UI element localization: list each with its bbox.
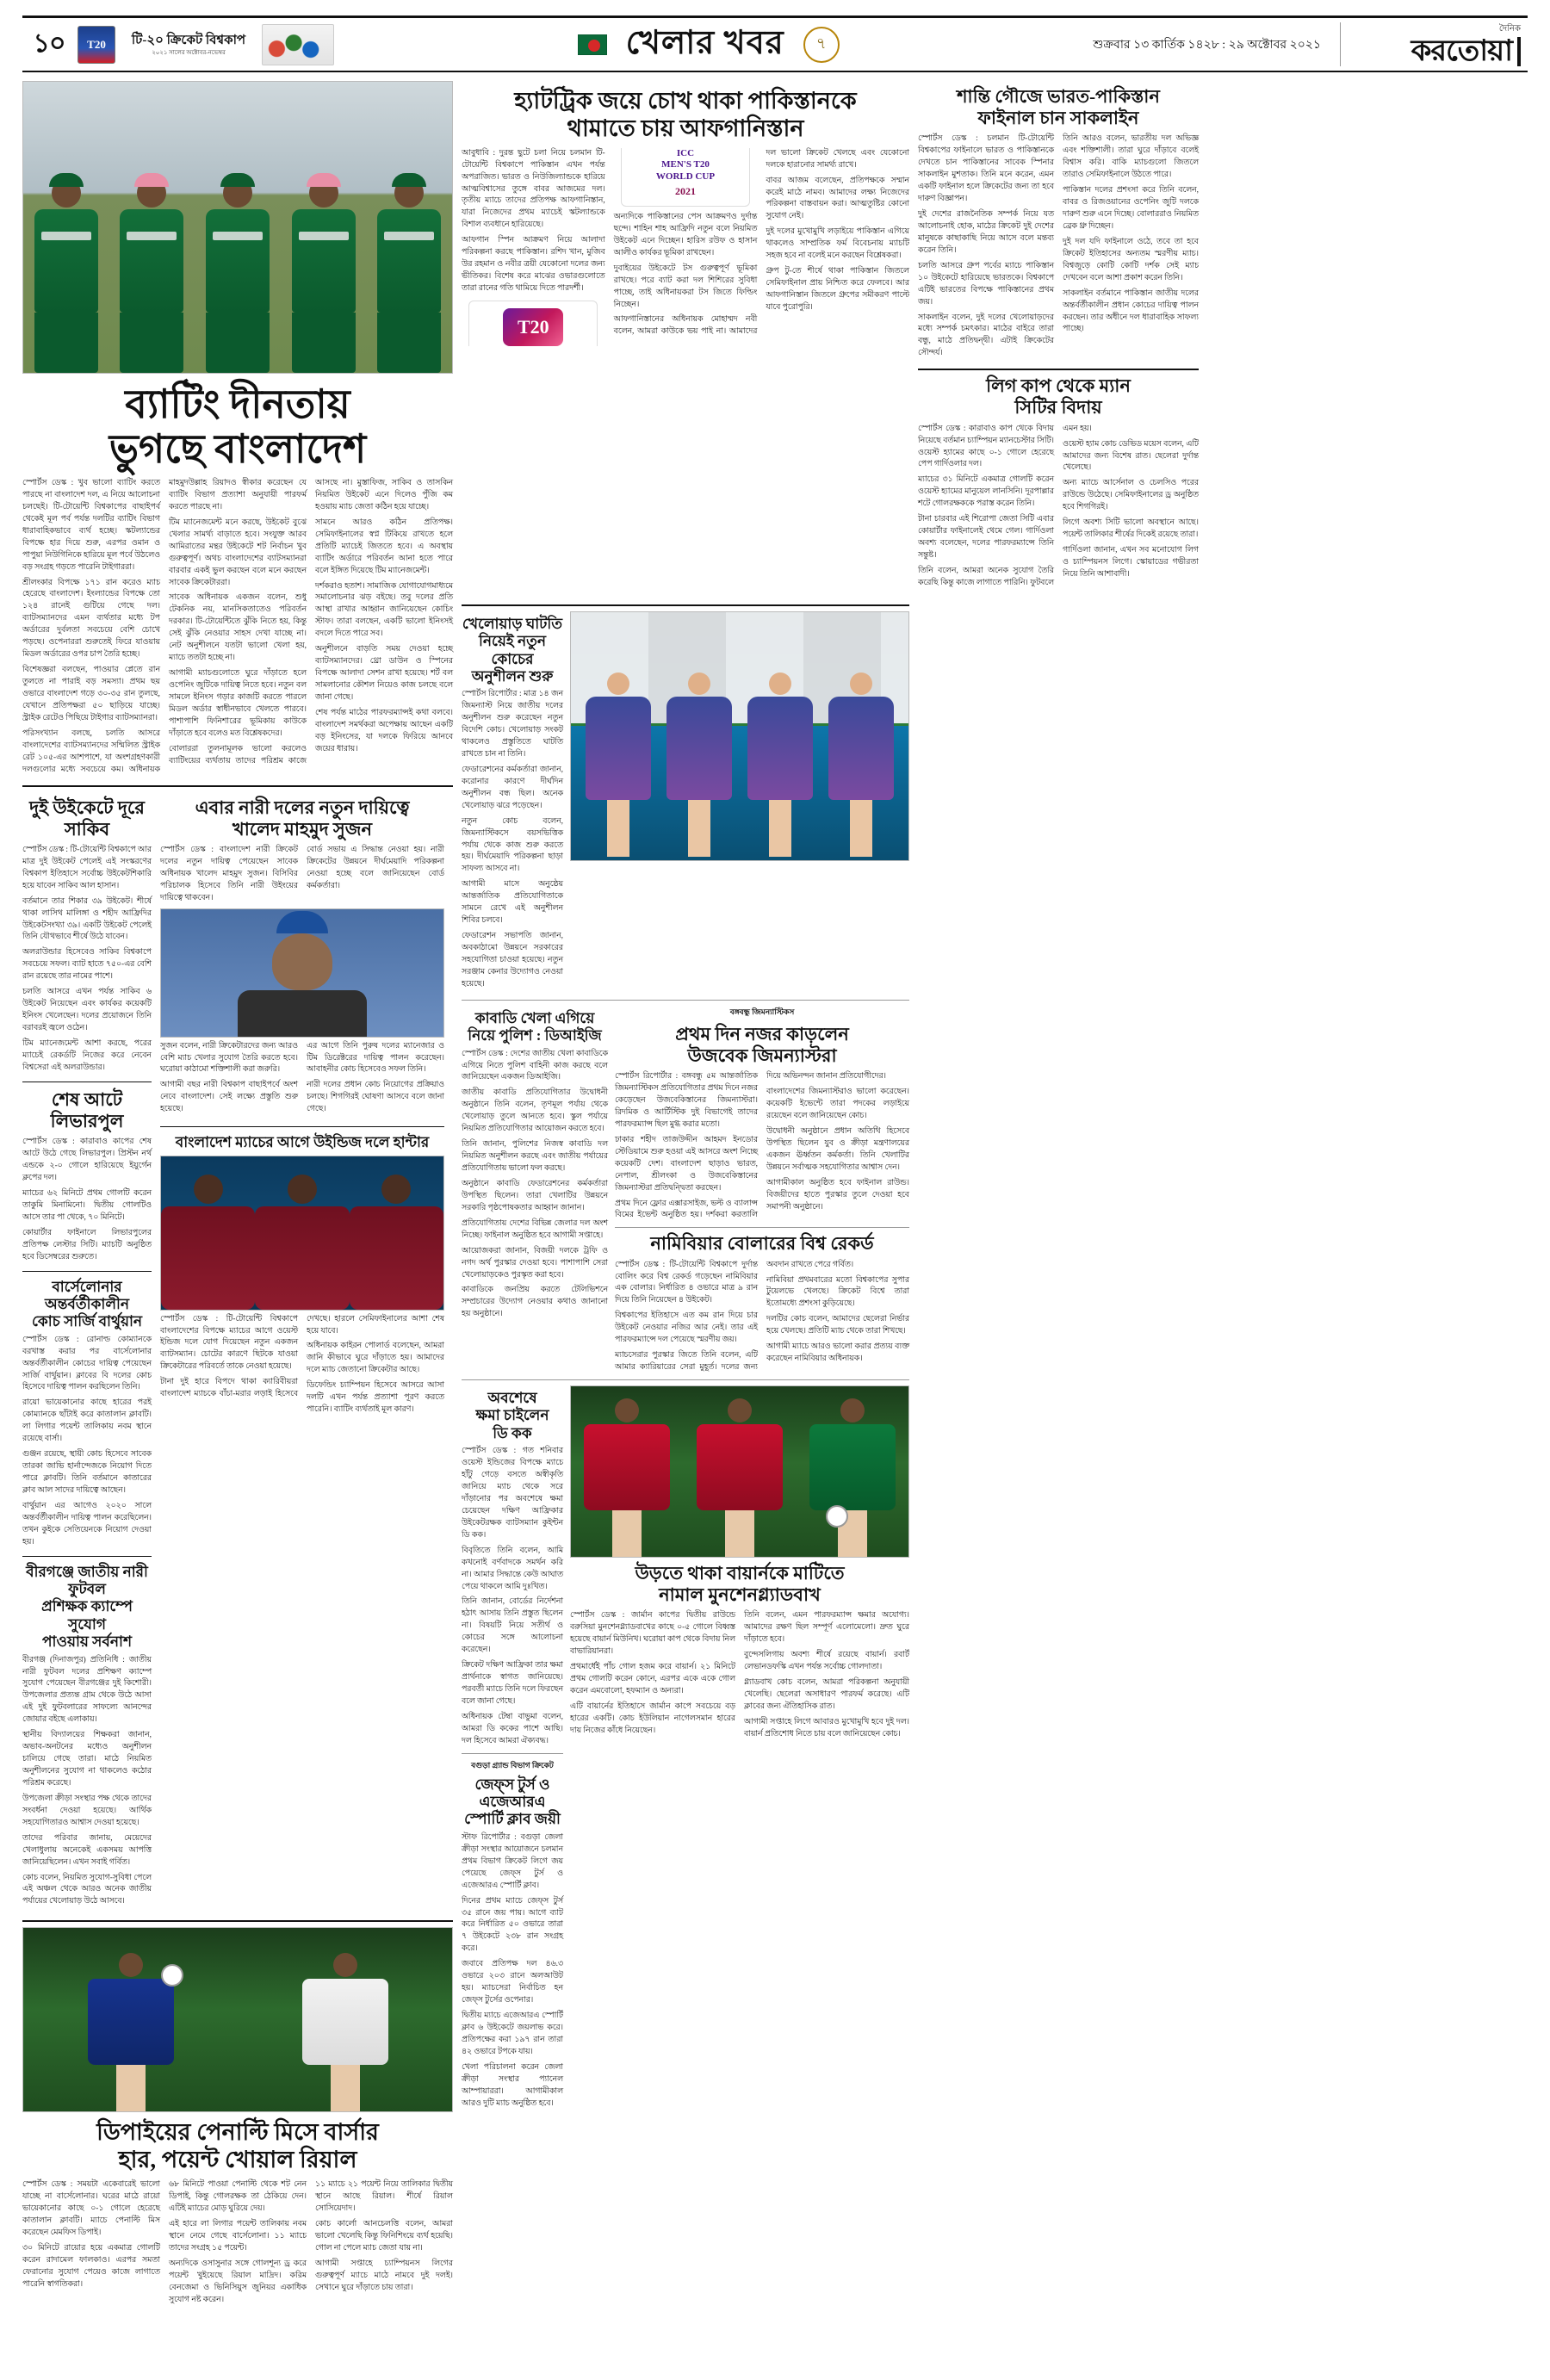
lead-para: বোলাররা তুলনামূলক ভালো করলেও ব্যাটিংয়ের ব্যর্থতায় তাদের পরিশ্রম কাজে আসছে না। মুস্তাফিজ, সাকিব ও তাসকিন নিয়মিত উইকেট এনে দিলেও পুঁজি কম হওয়ায় ম্যাচ জেতা কঠিন হয়ে যাচ্ছে। — [169, 479, 453, 765]
masthead-left-label — [124, 33, 253, 57]
gym-photo-athlete — [828, 672, 894, 857]
wi-body — [160, 1314, 444, 1417]
bayern-para: তিনি বলেন, এমন পারফরম্যান্স ক্ষমার অযোগ্য। আমাদের রক্ষণ ছিল সম্পূর্ণ এলোমেলো। দ্রুত ঘুরে দাঁড়াতে হবে। — [744, 1611, 909, 1645]
kabadi-article — [462, 1006, 608, 1374]
manchester-para: ওয়েস্ট হ্যাম কোচ ডেভিড ময়েস বলেন, এটি আমাদের জন্য বিশেষ রাত। ছেলেরা দুর্দান্ত খেলেছে। — [1063, 439, 1199, 473]
gym-photo-athletes — [571, 663, 908, 857]
gym-firstday-headline-line1: প্রথম দিন নজর কাড়লেন — [675, 1023, 849, 1044]
liverpool-para: কোয়ার্টার ফাইনালে লিভারপুলের প্রতিপক্ষ লেস্টার সিটি। ম্যাচটি অনুষ্ঠিত হবে ডিসেম্বরের শুরুতে। — [22, 1228, 152, 1261]
namibia-para: বিশ্বকাপের ইতিহাসে এত কম রান দিয়ে চার উইকেট নেওয়ার নজির আর নেই। তার এই পারফরম্যান্সে দল পেয়েছে স্মরণীয় জয়। — [615, 1311, 758, 1345]
khaled-body-bottom — [160, 1041, 444, 1120]
wi-para: ডিফেন্ডিং চ্যাম্পিয়ন হিসেবে আসরে আসা দলটি এখন পর্যন্ত প্রত্যাশা পূরণ করতে পারেনি। ব্যাটিং ব্যর্থতাই মূল কারণ। — [307, 1381, 444, 1415]
khaled-headline-line2: খালেদ মাহমুদ সুজন — [232, 818, 373, 840]
namibia-headline: নামিবিয়ার বোলারের বিশ্ব রেকর্ড — [650, 1233, 874, 1255]
jeffs-kicker: বগুড়া গ্র্যান্ড বিভাগ ক্রিকেট — [471, 1760, 554, 1770]
depay-headline-line1: ডিপাইয়ের পেনাল্টি মিসে বার্সার — [96, 2119, 379, 2146]
afghan-headline — [462, 88, 909, 143]
paper-logo-big: করতোয়া — [1410, 35, 1512, 67]
bayern-photo-figure — [697, 1398, 783, 1557]
bayern-para: প্রথমার্ধেই পাঁচ গোল হজম করে বায়ার্ন। ২১ মিনিটে প্রথম গোলটি করেন কোনে, এরপর একে একে গোল করেন এমবোলো, হফম্যান ও অন্যরা। — [570, 1663, 735, 1696]
gymnastics-photo — [570, 611, 909, 861]
gym-photo-athlete — [586, 672, 651, 857]
kabadi-para: আয়োজকরা জানান, বিজয়ী দলকে ট্রফি ও নগদ অর্থ পুরস্কার দেওয়া হবে। পাশাপাশি সেরা খেলোয়াড়কেও পুরস্কৃত করা হবে। — [462, 1246, 608, 1280]
gym-coach-headline-line1: খেলোয়াড় ঘাটতি — [462, 615, 563, 632]
bayern-para: গ্ল্যাডবাখ কোচ বলেন, আমরা পরিকল্পনা অনুযায়ী খেলেছি। ছেলেরা অসাধারণ পারফর্ম করেছে। এটি ক্লাবের জন্য ঐতিহাসিক রাত। — [744, 1678, 909, 1711]
barca-headline-line3: কোচ সার্জি বার্থুয়ান — [31, 1313, 143, 1330]
lead-para: শেষ পর্যন্ত মাঠের পারফরম্যান্সই কথা বলবে। বাংলাদেশ সমর্থকরা অপেক্ষায় আছেন একটি বড় ইনিংসের, যা দলকে ফিরিয়ে আনবে জয়ের ধারায়। — [315, 708, 453, 753]
sakib-para: স্পোর্টস ডেস্ক : টি-টোয়েন্টি বিশ্বকাপে আর মাত্র দুই উইকেট পেলেই এই সংস্করণের বিশ্বকাপ ইতিহাসে সর্বোচ্চ উইকেটশিকারি হয়ে যাবেন সাকিব আল হাসান। — [22, 845, 152, 890]
seal-icon: ৭ — [803, 27, 840, 63]
bayern-photo-figure — [809, 1398, 896, 1557]
gym-coach-headline-line2: নিয়েই নতুন কোচের — [479, 633, 546, 667]
female-coach-para: তাদের পরিবার জানায়, মেয়েদের খেলাধুলায় অনেকেই একসময় আপত্তি জানিয়েছিলেন। এখন সবাই গর্বিত। — [22, 1833, 152, 1867]
depay-para: ৩০ মিনিটে রায়োর হয়ে একমাত্র গোলটি করেন রাদামেল ফালকাও। এরপর সমতা ফেরানোর সুযোগ পেয়েও কাজে লাগাতে পারেনি স্বাগতিকরা। — [22, 2243, 160, 2289]
lead-headline-line2: ভুগছে বাংলাদেশ — [108, 426, 367, 471]
wi-para: স্পোর্টস ডেস্ক : টি-টোয়েন্টি বিশ্বকাপে বাংলাদেশের বিপক্ষে ম্যাচের আগে ওয়েস্ট ইন্ডিজ দলে যোগ দিয়েছেন নতুন একজন ব্যাটসম্যান। চোটের কারণে ছিটকে যাওয়া ক্রিকেটারের পরিবর্তে তাকে নেওয়া হয়েছে। — [160, 1314, 298, 1372]
afghan-para: দুবাইয়ের উইকেটে টস গুরুত্বপূর্ণ ভূমিকা রাখছে। পরে ব্যাট করা দল শিশিরের সুবিধা পাচ্ছে, তাই অধিনায়করা টস জিতে ফিল্ডিং নিচ্ছেন। — [613, 263, 758, 309]
photo-player — [377, 178, 441, 373]
gym-coach-para: নতুন কোচ বলেন, জিমন্যাস্টিকসে বয়সভিত্তিক পর্যায় থেকে কাজ শুরু করতে হয়। দীর্ঘমেয়াদি পরিকল্পনা ছাড়া সাফল্য আসবে না। — [462, 816, 563, 874]
khaled-photo — [160, 908, 444, 1038]
bayern-para: এটি বায়ার্নের ইতিহাসে জার্মান কাপে সবচেয়ে বড় হারের একটি। কোচ ইউলিয়ান নাগেলসমান হারের দায় নিজের কাঁধে নিয়েছেন। — [570, 1701, 735, 1735]
masthead-title-wrap — [343, 17, 1074, 72]
depay-para: স্পোর্টস ডেস্ক : সময়টা একেবারেই ভালো যাচ্ছে না বার্সেলোনার। ঘরের মাঠে রায়ো ভায়েকানোর কাছে ০-১ গোলে হেরেছে কাতালান ক্লাবটি। ম্যাচে পেনাল্টি মিস করেছেন মেমফিস ডিপাই। — [22, 2180, 160, 2237]
column-right — [918, 81, 1199, 2306]
divider — [22, 1920, 453, 1922]
khaled-article — [160, 792, 444, 1912]
female-coach-para: স্থানীয় বিদ্যালয়ের শিক্ষকরা জানান, অভাব-অনটনের মধ্যেও অনুশীলন চালিয়ে গেছে তারা। মাঠে নিয়মিত অনুশীলনের সুযোগ না থাকলেও কঠোর পরিশ্রম করেছে। — [22, 1731, 152, 1788]
lead-para: বিশেষজ্ঞরা বলছেন, পাওয়ার প্লেতে রান তুলতে না পারাই বড় সমস্যা। প্রথম ছয় ওভারে বাংলাদেশ গড়ে ৩০-৩৫ রান তুলছে, যেখানে প্রতিপক্ষরা ৫০ ছাড়িয়ে যাচ্ছে। স্ট্রাইক রেটেও পিছিয়ে টাইগার ব্যাটসম্যানরা। — [22, 666, 160, 722]
female-coach-headline-line2: প্রশিক্ষক ক্যাম্পে সুযোগ — [41, 1598, 133, 1633]
divider — [918, 369, 1199, 370]
bayern-body — [570, 1610, 909, 1742]
bangladesh-flag-icon — [578, 34, 607, 55]
dekock-para: বিবৃতিতে তিনি বলেন, আমি কখনোই বর্ণবাদকে সমর্থন করি না। আমার সিদ্ধান্তে কেউ আঘাত পেয়ে থাকলে আমি দুঃখিত। — [462, 1546, 563, 1591]
wi-photo-figure — [350, 1175, 443, 1310]
barca-para: বার্থুয়ান এর আগেও ২০২০ সালে অন্তর্বর্তীকালীন দায়িত্ব পালন করেছিলেন। তখন কুইকে সেতিয়েনকে নিয়োগ দেওয়া হয়। — [22, 1501, 152, 1546]
manchester-para: গার্দিওলা জানান, এখন সব মনোযোগ লিগ ও চ্যাম্পিয়নস লিগে। স্কোয়াডের গভীরতা নিয়ে তিনি আশাবাদী। — [1063, 546, 1199, 579]
lead-para: শ্রীলংকার বিপক্ষে ১৭১ রান করেও ম্যাচ হেরেছে বাংলাদেশ। ইংল্যান্ডের বিপক্ষে তো ১২৪ রানেই গুটিয়ে গেছে দল। ব্যাটসম্যানদের এমন ব্যর্থতার মধ্যে টপ অর্ডারের দুর্বলতা সবচেয়ে বেশি চোখে পড়ছে। ওপেনাররা শুরুতেই ফিরে যাওয়ায় মিডল অর্ডারের ওপর চাপ তৈরি হচ্ছে। — [22, 578, 160, 660]
jeffs-body — [462, 1832, 563, 2110]
liverpool-para: ম্যাচের ৬২ মিনিটে প্রথম গোলটি করেন তাকুমি মিনামিনো। দ্বিতীয় গোলটিও আসে তার পা থেকে, ৭০ মিনিটে। — [22, 1188, 152, 1222]
divider — [22, 1556, 152, 1557]
khaled-para: নারী দলের প্রধান কোচ নিয়োগের প্রক্রিয়াও চলছে। শিগগিরই ঘোষণা আসবে বলে জানা গেছে। — [307, 1081, 444, 1114]
depay-photo-figures — [23, 1947, 452, 2112]
gym-firstday-para: বাংলাদেশের জিমন্যাস্টরাও ভালো করেছেন। কয়েকটি ইভেন্টে তারা পদকের লড়াইয়ে রয়েছেন বলে জানিয়েছেন কোচ। — [766, 1088, 909, 1120]
dekock-headline — [462, 1390, 563, 1442]
wi-photo-figure — [161, 1175, 255, 1310]
gym-firstday-para: উদ্বোধনী অনুষ্ঠানে প্রধান অতিথি হিসেবে উপস্থিত ছিলেন যুব ও ক্রীড়া মন্ত্রণালয়ের একজন ঊর্ধ্বতন কর্মকর্তা। তিনি খেলাটির উন্নয়নে সর্বাত্মক সহযোগিতার আশ্বাস দেন। — [766, 1126, 909, 1172]
wc-line3: WORLD CUP — [655, 171, 716, 183]
khaled-para: বোর্ড সভায় এ সিদ্ধান্ত নেওয়া হয়। নারী ক্রিকেটের উন্নয়নে দীর্ঘমেয়াদি পরিকল্পনা নেওয়া হচ্ছে বলে জানিয়েছেন বোর্ড কর্মকর্তারা। — [307, 845, 444, 890]
wi-para: টানা দুই হারে বিপদে থাকা ক্যারিবীয়রা বাংলাদেশ ম্যাচকে বাঁচা-মরার লড়াই হিসেবে দেখছে। হারলে সেমিফাইনালের আশা শেষ হয়ে যাবে। — [160, 1314, 444, 1399]
afghan-headline-line2: থামাতে চায় আফগানিস্তান — [567, 115, 804, 141]
depay-headline-line2: হার, পয়েন্ট খোয়াল রিয়াল — [118, 2147, 357, 2173]
gym-photo-athlete — [747, 672, 813, 857]
right-top-headline-line1: শান্তি গৌজে ভারত-পাকিস্তান — [957, 86, 1160, 107]
kabadi-para: কাবাডিকে জনপ্রিয় করতে টেলিভিশনে সম্প্রচারের উদ্যোগ নেওয়ার কথাও জানানো হয় অনুষ্ঠানে। — [462, 1286, 608, 1319]
sakib-headline: দুই উইকেটে দূরে সাকিব — [29, 796, 145, 840]
female-coach-headline — [22, 1564, 152, 1652]
depay-para: কোচ কার্লো আনচেলত্তি বলেন, আমরা ভালো খেলেছি কিন্তু ফিনিশিংয়ে ব্যর্থ হয়েছি। গোল না পেলে ম্যাচ জেতা যায় না। — [315, 2219, 453, 2253]
column-left-inner — [22, 792, 152, 1912]
gym-firstday-article — [615, 1006, 909, 1374]
depay-para: ১১ ম্যাচে ২১ পয়েন্ট নিয়ে তালিকার দ্বিতীয় স্থানে আছে রিয়াল। শীর্ষে রিয়াল সোসিয়েদাদ। — [315, 2180, 453, 2213]
sakib-para: অলরাউন্ডার হিসেবেও সাকিব বিশ্বকাপে সবচেয়ে সফল। ব্যাট হাতে ৭৫০-এর বেশি রান রয়েছে তার নামের পাশে। — [22, 948, 152, 982]
kabadi-headline-line1: কাবাডি খেলা এগিয়ে — [474, 1009, 595, 1026]
gym-firstday-para: আগামীকাল অনুষ্ঠিত হবে ফাইনাল রাউন্ড। বিজয়ীদের হাতে পুরস্কার তুলে দেওয়া হবে সমাপনী অনুষ্ঠানে। — [766, 1178, 909, 1212]
khaled-para: স্পোর্টস ডেস্ক : বাংলাদেশ নারী ক্রিকেট দলের নতুন দায়িত্ব পেয়েছেন সাবেক অধিনায়ক খালেদ মাহমুদ সুজন। বিসিবির পরিচালক হিসেবে তিনি নারী উইংয়ের দায়িত্বে থাকবেন। — [160, 845, 298, 902]
kabadi-body — [462, 1049, 608, 1322]
wi-headline: বাংলাদেশ ম্যাচের আগে উইন্ডিজ দলে হান্টার — [175, 1134, 430, 1151]
gym-coach-headline — [462, 616, 563, 686]
divider — [462, 1000, 909, 1001]
manchester-para: অন্য ম্যাচে আর্সেনাল ও চেলসিও পরের রাউন্ডে উঠেছে। সেমিফাইনালের ড্র অনুষ্ঠিত হবে শিগগিরই। — [1063, 479, 1199, 512]
dekock-para: ক্রিকেট দক্ষিণ আফ্রিকা তার ক্ষমা প্রার্থনাকে স্বাগত জানিয়েছে। পরবর্তী ম্যাচে তিনি দলে ফিরছেন বলে জানা গেছে। — [462, 1661, 563, 1706]
afghan-para: বাবর আজম বলেছেন, প্রতিপক্ষকে সম্মান করেই মাঠে নামব। আমাদের লক্ষ্য নিজেদের পরিকল্পনা বাস্তবায়ন করা। আত্মতুষ্টির কোনো সুযোগ নেই। — [766, 176, 909, 221]
photo-player — [206, 178, 270, 373]
depay-para: এই হারে লা লিগার পয়েন্ট তালিকায় নবম স্থানে নেমে গেছে বার্সেলোনা। ১১ ম্যাচে তাদের সংগ্রহ ১৫ পয়েন্ট। — [169, 2219, 307, 2253]
afghan-para: আবুধাবি : দুরন্ত ছুটে চলা নিয়ে চলমান টি-টোয়েন্টি বিশ্বকাপে পাকিস্তান এখন পর্যন্ত অপরাজিত। ভারত ও নিউজিল্যান্ডকে হারিয়ে আত্মবিশ্বাসের তুঙ্গে বাবর আজমের দল। তৃতীয় ম্যাচে তাদের প্রতিপক্ষ আফগানিস্তান, যারা নিজেদের প্রথম ম্যাচেই স্কটল্যান্ডকে বিশাল ব্যবধানে হারিয়েছে। — [462, 148, 605, 230]
kabadi-headline — [462, 1010, 608, 1045]
right-top-para: সাকলাইন বর্তমানে পাকিস্তান জাতীয় দলের অন্তর্বর্তীকালীন প্রধান কোচের দায়িত্ব পালন করছেন। তার অধীনে দল ধারাবাহিক সাফল্য পাচ্ছে। — [1063, 288, 1199, 334]
lead-para: পরিসংখ্যান বলছে, চলতি আসরে বাংলাদেশের ব্যাটসম্যানদের সম্মিলিত স্ট্রাইক রেট ১০৫-এর আশপাশে, যা অংশগ্রহণকারী দলগুলোর মধ্যে সবচেয়ে কম। অধিনায়ক মাহমুদউল্লাহ রিয়াদও স্বীকার করেছেন যে ব্যাটিং বিভাগ প্রত্যাশা অনুযায়ী পারফর্ম করতে পারছে না। — [22, 479, 307, 774]
gym-firstday-para: প্রথম দিনে ফ্লোর এক্সারসাইজ, ভল্ট ও ব্যালান্স বিমের ইভেন্ট অনুষ্ঠিত হয়। দর্শকরা করতালি দিয়ে অভিনন্দন জানান প্রতিযোগীদের। — [615, 1072, 886, 1220]
kabadi-headline-line2: নিয়ে পুলিশ : ডিআইজি — [468, 1027, 602, 1044]
bayern-headline — [570, 1563, 909, 1606]
gym-coach-para: ফেডারেশনের কর্মকর্তারা জানান, করোনার কারণে দীর্ঘদিন অনুশীলন বন্ধ ছিল। অনেক খেলোয়াড় ঝরে পড়েছেন। — [462, 765, 563, 810]
photo-player — [292, 178, 356, 373]
bayern-photo — [570, 1385, 909, 1558]
bayern-headline-line1: উড়তে থাকা বায়ার্নকে মাটিতে — [635, 1563, 845, 1584]
manchester-headline-line1: লিগ কাপ থেকে ম্যান — [986, 375, 1131, 397]
jeffs-para: দিনের প্রথম ম্যাচে জেফ্‌স টুর্স ৩৫ রানে জয় পায়। আগে ব্যাট করে নির্ধারিত ৫০ ওভারে তারা ৭ উইকেটে ২৩৮ রান সংগ্রহ করে। — [462, 1896, 563, 1954]
afghan-para: আফগানিস্তানের অধিনায়ক মোহাম্মদ নবী বলেন, আমরা কাউকে ভয় পাই না। আমাদের দল ভালো ক্রিকেট খেলছে এবং যেকোনো দলকে হারানোর সামর্থ্য রাখে। — [613, 148, 909, 337]
gym-coach-headline-line3: অনুশীলন শুরু — [471, 667, 554, 685]
masthead — [22, 15, 1528, 72]
kabadi-para: তিনি জানান, পুলিশের নিজস্ব কাবাডি দল নিয়মিত অনুশীলন করছে এবং জাতীয় পর্যায়ের প্রতিযোগিতায় ভালো ফল করছে। — [462, 1140, 608, 1173]
afghan-headline-line1: হ্যাটট্রিক জয়ে চোখ থাকা পাকিস্তানকে — [514, 88, 857, 114]
barca-para: স্পোর্টস ডেস্ক : রোনাল্ড কোম্যানকে বরখাস্ত করার পর বার্সেলোনার অন্তর্বর্তীকালীন কোচের দায়িত্ব পেয়েছেন সার্জি বার্থুয়ান। ক্লাবের বি দলের কোচ হিসেবে দায়িত্ব পালন করছিলেন তিনি। — [22, 1335, 152, 1392]
lead-para: অনুশীলনে বাড়তি সময় দেওয়া হচ্ছে ব্যাটসম্যানদের। থ্রো ডাউন ও স্পিনের বিপক্ষে আলাদা সেশন রাখা হয়েছে। শর্ট বল সামলানোর কৌশল নিয়েও কাজ চলছে বলে জানা গেছে। — [315, 645, 453, 702]
barca-body — [22, 1335, 152, 1549]
t20-logo-icon — [78, 26, 115, 64]
depay-photo — [22, 1927, 453, 2112]
gym-coach-body — [462, 689, 563, 991]
bayern-photo-figures — [571, 1404, 908, 1557]
liverpool-headline-line1: শেষ আটে — [51, 1088, 123, 1110]
kabadi-para: জাতীয় কাবাডি প্রতিযোগিতার উদ্বোধনী অনুষ্ঠানে তিনি বলেন, তৃণমূল পর্যায় থেকে খেলোয়াড় তুলে আনতে হবে। স্কুল পর্যায়ে নিয়মিত প্রতিযোগিতার আয়োজন করতে হবে। — [462, 1088, 608, 1134]
masthead-decoration-icon — [262, 24, 334, 65]
khaled-body-top — [160, 845, 444, 905]
gym-coach-article — [462, 611, 563, 995]
right-top-para: তিনি আরও বলেন, ভারতীয় দল অভিজ্ঞ এবং শক্তিশালী। তারা ঘুরে দাঁড়াবে বলেই বিশ্বাস করি। বাকি ম্যাচগুলো জিতলে তারাও সেমিফাইনালে উঠতে পারে। — [1063, 134, 1199, 180]
khaled-headline-line1: এবার নারী দলের নতুন দায়িত্বে — [195, 796, 410, 818]
divider — [462, 1379, 909, 1380]
dekock-headline-line3: ডি কক — [493, 1424, 532, 1441]
gym-coach-para: আগামী মাসে অনুষ্ঠেয় আন্তর্জাতিক প্রতিযোগিতাকে সামনে রেখে এই অনুশীলন শিবির চলবে। — [462, 880, 563, 926]
barca-headline-line2: অন্তর্বর্তীকালীন — [44, 1295, 130, 1312]
lead-para: টিম ম্যানেজমেন্ট মনে করছে, উইকেট বুঝে খেলার সামর্থ্য বাড়াতে হবে। সংযুক্ত আরব আমিরাতের মন্থর উইকেটে শট নির্বাচন খুব গুরুত্বপূর্ণ। অথচ বাংলাদেশের ব্যাটসম্যানরা বারবার একই ভুল করছেন বলে মনে করছেন সাবেক ক্রিকেটাররা। — [169, 518, 307, 587]
lead-photo-bangladesh-team — [22, 81, 453, 374]
wi-para: অধিনায়ক কাইরন পোলার্ড বলেছেন, আমরা জানি কীভাবে ঘুরে দাঁড়াতে হয়। আমাদের দলে ম্যাচ জেতানো ক্রিকেটার আছে। — [307, 1342, 444, 1375]
photo-player — [120, 178, 183, 373]
page-number: ১০ — [33, 29, 65, 58]
wi-photo — [160, 1156, 444, 1311]
depay-body — [22, 2179, 453, 2306]
jeffs-headline-line1: জেফ্‌স টুর্স ও এজেআরএ — [474, 1776, 550, 1811]
lead-para: দর্শকরাও হতাশ। সামাজিক যোগাযোগমাধ্যমে সমালোচনার ঝড় বইছে। তবু দলের প্রতি আস্থা রাখার আহ্বান জানিয়েছেন কোচিং স্টাফ। তারা বলছেন, একটি ভালো ইনিংসই বদলে দিতে পারে সব। — [315, 581, 453, 639]
female-coach-para: কোচ বলেন, নিয়মিত সুযোগ-সুবিধা পেলে এই অঞ্চল থেকে আরও অনেক জাতীয় পর্যায়ের খেলোয়াড় উঠে আসবে। — [22, 1873, 152, 1906]
t20-logo-text: T20 — [87, 38, 106, 51]
divider — [615, 1227, 909, 1228]
dekock-body — [462, 1446, 563, 1748]
right-top-para: দুই দেশের রাজনৈতিক সম্পর্ক নিয়ে যত আলোচনাই হোক, মাঠের ক্রিকেট দুই দেশের মানুষকে কাছাকাছি নিয়ে আসে বলে মন্তব্য করেন তিনি। — [918, 210, 1054, 255]
wc-year: 2021 — [674, 184, 696, 197]
issue-date: শুক্রবার ১৩ কার্তিক ১৪২৮ : ২৯ অক্টোবর ২০২১ — [1093, 38, 1321, 52]
sakib-body — [22, 845, 152, 1075]
namibia-para: স্পোর্টস ডেস্ক : টি-টোয়েন্টি বিশ্বকাপে দুর্দান্ত বোলিং করে বিশ্ব রেকর্ড গড়েছেন নামিবিয়ার এক বোলার। নির্ধারিত ৪ ওভারে মাত্র ৯ রান দিয়ে তিনি নিয়েছেন ৪ উইকেট। — [615, 1260, 758, 1305]
namibia-para: ম্যাচসেরার পুরস্কার জিতে তিনি বলেন, এটি আমার ক্যারিয়ারের সেরা মুহূর্ত। দলের জন্য অবদান রাখতে পেরে গর্বিত। — [615, 1260, 854, 1373]
sakib-para: চলতি আসরে এখন পর্যন্ত সাকিব ৬ উইকেট নিয়েছেন এবং কার্যকর কয়েকটি ইনিংস খেলেছেন। দলের প্রয়োজনে তিনি বরাবরই জ্বলে ওঠেন। — [22, 988, 152, 1033]
jeffs-headline-line2: স্পোর্টি ক্লাব জয়ী — [464, 1811, 561, 1828]
manchester-para: স্পোর্টস ডেস্ক : কারাবাও কাপ থেকে বিদায় নিয়েছে বর্তমান চ্যাম্পিয়ন ম্যানচেস্টার সিটি। ওয়েস্ট হ্যামের কাছে ০-১ গোলে হেরেছে পেপ গার্দিওলার দল। — [918, 424, 1054, 469]
bayern-para: বুন্দেসলিগায় অবশ্য শীর্ষে রয়েছে বায়ার্ন। রবার্ট লেভানডফস্কি এখন পর্যন্ত সর্বোচ্চ গোলদাতা। — [744, 1651, 909, 1672]
female-coach-para: বীরগঞ্জ (দিনাজপুর) প্রতিনিধি : জাতীয় নারী ফুটবল দলের প্রশিক্ষণ ক্যাম্পে সুযোগ পেয়েছেন বীরগঞ্জের দুই কিশোরী। উপজেলার প্রত্যন্ত গ্রাম থেকে উঠে আসা এই দুই ফুটবলারের সাফল্যে আনন্দের জোয়ার বইছে এলাকায়। — [22, 1655, 152, 1725]
divider — [462, 1753, 563, 1754]
liverpool-headline-line2: লিভারপুল — [50, 1110, 124, 1131]
depay-headline — [22, 2119, 453, 2174]
right-top-para: পাকিস্তান দলের প্রশংসা করে তিনি বলেন, বাবর ও রিজওয়ানের ওপেনিং জুটি দলকে দারুণ শুরু এনে দিচ্ছে। বোলাররাও নিয়মিত ব্রেক থ্রু দিচ্ছেন। — [1063, 186, 1199, 231]
dekock-para: তিনি জানান, বোর্ডের নির্দেশনা হঠাৎ আসায় তিনি প্রস্তুত ছিলেন না। বিষয়টি নিয়ে সতীর্থ ও কোচের সঙ্গে আলোচনা করেছেন। — [462, 1597, 563, 1655]
afghan-para: অন্যদিকে পাকিস্তানের পেস আক্রমণও দুর্দান্ত ছন্দে। শাহিন শাহ আফ্রিদি নতুন বলে নিয়মিত উইকেট এনে দিচ্ছেন। হারিস রউফ ও হাসান আলীও কার্যকর ভূমিকা রাখছেন। — [613, 212, 758, 257]
khaled-headline — [160, 797, 444, 840]
logo-rule — [1517, 37, 1521, 66]
manchester-body — [918, 424, 1199, 590]
gym-firstday-para: স্পোর্টস রিপোর্টার : বঙ্গবন্ধু ৫ম আন্তর্জাতিক জিমন্যাস্টিকস প্রতিযোগিতার প্রথম দিনে নজর কেড়েছেন উজবেকিস্তানের জিমন্যাস্টরা। রিদমিক ও আর্টিস্টিক দুই বিভাগেই তাদের পারফরম্যান্স ছিল মুগ্ধ করার মতো। — [615, 1072, 758, 1129]
afghan-para: দুই দলের মুখোমুখি লড়াইয়ে পাকিস্তান এগিয়ে থাকলেও সাম্প্রতিক ফর্ম বিবেচনায় ম্যাচটি সহজ হবে না বলেই মনে করছেন বিশ্লেষকরা। — [766, 227, 909, 261]
female-coach-body — [22, 1655, 152, 1909]
dekock-para: স্পোর্টস ডেস্ক : গত শনিবার ওয়েস্ট ইন্ডিজের বিপক্ষে ম্যাচে হাঁটু গেড়ে বসতে অস্বীকৃতি জানিয়ে ম্যাচ থেকে সরে দাঁড়ানোর পর অবশেষে ক্ষমা চেয়েছেন দক্ষিণ আফ্রিকার উইকেটরক্ষক ব্যাটসম্যান কুইন্টন ডি কক। — [462, 1447, 563, 1540]
manchester-headline-line2: সিটির বিদায় — [1014, 397, 1102, 418]
lead-para: স্পোর্টস ডেস্ক : খুব ভালো ব্যাটিং করতে পারছে না বাংলাদেশ দল, এ নিয়ে আলোচনা চলছেই। টি-টোয়েন্টি বিশ্বকাপের বাছাইপর্ব থেকেই মূল পর্ব পর্যন্ত দলটির ব্যাটিং বিভাগ ধারাবাহিকভাবে ব্যর্থ হচ্ছে। স্কটল্যান্ডের বিপক্ষে হার দিয়ে শুরু, এরপর ওমান ও পাপুয়া নিউগিনিকে হারিয়ে মূল পর্বে উঠলেও বড় সংগ্রহ গড়তে পারেনি টাইগাররা। — [22, 479, 160, 572]
lead-para: সাবেক অধিনায়ক একজন বলেন, শুধু টেকনিক নয়, মানসিকতাতেও পরিবর্তন দরকার। টি-টোয়েন্টিতে ঝুঁকি নিতে হয়, কিন্তু সেই ঝুঁকি নেওয়ার সাহস দেখা যাচ্ছে না। নেট অনুশীলনে যতটা ভালো খেলা হয়, ম্যাচে ততটা হচ্ছে না। — [169, 593, 307, 663]
masthead-left-line2: ২০২১ সালের অক্টোবর-নভেম্বর — [152, 48, 226, 56]
jeffs-para: জবাবে প্রতিপক্ষ দল ৪৬.৩ ওভারে ২০৩ রানে অলআউট হয়। ম্যাচসেরা নির্বাচিত হন জেফ্‌স টুর্সের ওপেনার। — [462, 1960, 563, 2005]
kabadi-para: প্রতিযোগিতায় দেশের বিভিন্ন জেলার দল অংশ নিচ্ছে। ফাইনাল অনুষ্ঠিত হবে আগামী সপ্তাহে। — [462, 1218, 608, 1240]
namibia-para: আগামী ম্যাচে আরও ভালো করার প্রত্যয় ব্যক্ত করেছেন নামিবিয়ার অধিনায়ক। — [766, 1342, 909, 1364]
khaled-para: এর আগে তিনি পুরুষ দলের ম্যানেজার ও টিম ডিরেক্টরের দায়িত্ব পালন করেছেন। আবাহনীর কোচ হিসেবেও সফল তিনি। — [307, 1041, 444, 1075]
gym-firstday-para: ঢাকার শহীদ তাজউদ্দীন আহমদ ইনডোর স্টেডিয়ামে শুরু হওয়া এই আসরে অংশ নিচ্ছে কয়েকটি দেশ। বাংলাদেশ ছাড়াও ভারত, নেপাল, শ্রীলংকা ও উজবেকিস্তানের জিমন্যাস্টরা প্রতিদ্বন্দ্বিতা করছেন। — [615, 1135, 758, 1193]
jeffs-headline — [462, 1776, 563, 1829]
dekock-headline-line1: অবশেষে — [487, 1390, 537, 1407]
lead-headline — [22, 382, 453, 471]
dekock-para: অধিনায়ক টেম্বা বাভুমা বলেন, আমরা ডি ককের পাশে আছি। দল হিসেবে আমরা ঐক্যবদ্ধ। — [462, 1712, 563, 1745]
right-top-para: চলতি আসরে গ্রুপ পর্বের ম্যাচে পাকিস্তান ১০ উইকেটে হারিয়েছে ভারতকে। বিশ্বকাপে এটিই ভারতের বিপক্ষে পাকিস্তানের প্রথম জয়। — [918, 261, 1054, 307]
column-left — [22, 81, 453, 2306]
kabadi-para: স্পোর্টস ডেস্ক : দেশের জাতীয় খেলা কাবাডিকে এগিয়ে নিতে পুলিশ বাহিনী কাজ করছে বলে জানিয়েছেন একজন ডিআইজি। — [462, 1049, 608, 1082]
paper-logo-small: দৈনিক — [1498, 24, 1521, 34]
gym-firstday-headline — [615, 1024, 909, 1067]
female-coach-headline-line1: বীরগঞ্জে জাতীয় নারী ফুটবল — [26, 1563, 148, 1598]
divider — [22, 785, 453, 787]
liverpool-body — [22, 1137, 152, 1263]
jeffs-para: দ্বিতীয় ম্যাচে এজেআরএ স্পোর্টি ক্লাব ৬ উইকেটে জয়লাভ করে। প্রতিপক্ষের করা ১৯৭ রান তারা ৪২ ওভারে টপকে যায়। — [462, 2011, 563, 2056]
depay-para: অন্যদিকে ওসাসুনার সঙ্গে গোলশূন্য ড্র করে পয়েন্ট খুইয়েছে রিয়াল মাদ্রিদ। করিম বেনজেমা ও ভিনিসিয়ুস জুনিয়র একাধিক সুযোগ নষ্ট করেন। — [169, 2259, 307, 2304]
sakib-para: টিম ম্যানেজমেন্ট আশা করছে, পরের ম্যাচেই রেকর্ডটি নিজের করে নেবেন বিশ্বসেরা এই অলরাউন্ডার। — [22, 1038, 152, 1072]
divider — [462, 604, 909, 606]
depay-para: ৬৮ মিনিটে পাওয়া পেনাল্টি থেকে শট নেন ডিপাই, কিন্তু গোলরক্ষক তা ঠেকিয়ে দেন। এটিই ম্যাচের মোড় ঘুরিয়ে দেয়। — [169, 2180, 307, 2213]
wc-line1: ICC — [676, 147, 695, 158]
afghan-para: আফগান স্পিন আক্রমণ নিয়ে আলাদা পরিকল্পনা করছে পাকিস্তান। রশিদ খান, মুজিব উর রহমান ও নবীর ত্রয়ী যেকোনো দলের জন্য ভীতিকর। বিশেষ করে মাঝের ওভারগুলোতে তারা রানের গতি থামিয়ে দিতে পারদর্শী। — [462, 236, 605, 294]
bayern-photo-figure — [584, 1398, 670, 1557]
divider — [160, 1126, 444, 1127]
gym-photo-athlete — [666, 672, 732, 857]
liverpool-headline — [22, 1089, 152, 1132]
gym-photo-wrap — [570, 611, 909, 995]
photo-player — [34, 178, 98, 373]
bayern-para: আগামী সপ্তাহে লিগে আবারও মুখোমুখি হবে দুই দল। বায়ার্ন প্রতিশোধ নিতে চায় বলে জানিয়েছেন কোচ। — [744, 1717, 909, 1739]
khaled-para: আগামী বছর নারী বিশ্বকাপ বাছাইপর্বে অংশ নেবে বাংলাদেশ। সেই লক্ষ্যে প্রস্তুতি শুরু হয়েছে। — [160, 1081, 298, 1114]
dekock-article — [462, 1385, 563, 2113]
barca-para: গুঞ্জন রয়েছে, স্থায়ী কোচ হিসেবে সাবেক তারকা জাভি হার্নান্দেজকে নিয়োগ দিতে পারে ক্লাবটি। তিনি বর্তমানে কাতারের ক্লাব আল সাদের দায়িত্বে আছেন। — [22, 1450, 152, 1495]
masthead-left-line1: টি-২০ ক্রিকেট বিশ্বকাপ — [131, 33, 246, 47]
wi-photo-figure — [255, 1175, 349, 1310]
gym-firstday-kicker: বঙ্গবন্ধু জিমন্যাস্টিকস — [729, 1007, 795, 1016]
paper-logo — [1340, 22, 1521, 66]
liverpool-para: স্পোর্টস ডেস্ক : কারাবাও কাপের শেষ আটে উঠে গেছে লিভারপুল। প্রিস্টন নর্থ এন্ডকে ২-০ গোলে হারিয়েছে ইয়ুর্গেন ক্লপের দল। — [22, 1137, 152, 1182]
t20-ring-icon: T20 — [503, 308, 563, 346]
wc-line2: MEN'S T20 — [661, 159, 710, 170]
manchester-para: লিগে অবশ্য সিটি ভালো অবস্থানে আছে। পয়েন্ট তালিকার শীর্ষের দিকেই রয়েছে তারা। — [1063, 518, 1199, 540]
sakib-para: বর্তমানে তার শিকার ৩৯ উইকেট। শীর্ষে থাকা লাসিথ মালিঙ্গা ও শহীদ আফ্রিদির উইকেটসংখ্যা ৩৯। একটি উইকেট পেলেই তিনি যৌথভাবে শীর্ষে উঠে যাবেন। — [22, 896, 152, 942]
right-top-headline — [918, 86, 1199, 129]
manchester-para: টানা চারবার এই শিরোপা জেতা সিটি এবার কোয়ার্টার ফাইনালেই থেমে গেল। গার্দিওলা অবশ্য বলেছেন, দলের পারফরম্যান্সে তিনি সন্তুষ্ট। — [918, 515, 1054, 560]
gym-coach-para: ফেডারেশন সভাপতি জানান, অবকাঠামো উন্নয়নে সরকারের সহযোগিতা চাওয়া হয়েছে। নতুন সরঞ্জাম কেনার উদ্যোগও নেওয়া হয়েছে। — [462, 932, 563, 989]
manchester-para: ম্যাচের ৩১ মিনিটে একমাত্র গোলটি করেন ওয়েস্ট হ্যামের মানুয়েল লানসিনি। দূরপাল্লার শটে গোলরক্ষককে পরাস্ত করেন তিনি। — [918, 475, 1054, 509]
barca-headline-line1: বার্সেলোনার — [52, 1278, 122, 1295]
column-center — [462, 81, 909, 2306]
jeffs-para: খেলা পরিচালনা করেন জেলা ক্রীড়া সংস্থার প্যানেল আম্পায়াররা। আগামীকাল আরও দুটি ম্যাচ অনুষ্ঠিত হবে। — [462, 2062, 563, 2108]
right-top-body — [918, 133, 1199, 360]
lead-headline-line1: ব্যাটিং দীনতায় — [125, 382, 350, 426]
page-content — [22, 81, 1528, 2306]
bayern-para: স্পোর্টস ডেস্ক : জার্মান কাপের দ্বিতীয় রাউন্ডে বরুসিয়া মুনশেনগ্ল্যাডবাখের কাছে ০-৫ গোলে বিধ্বস্ত হয়েছে বায়ার্ন মিউনিখ। ঘরোয়া কাপ থেকে বিদায় নিল বাভারিয়ানরা। — [570, 1611, 735, 1657]
lead-body — [22, 478, 453, 777]
barca-headline — [22, 1279, 152, 1331]
namibia-body — [615, 1260, 909, 1374]
wi-photo-figures — [161, 1178, 443, 1310]
afghan-body — [462, 148, 909, 596]
right-top-headline-line2: ফাইনাল চান সাকলাইন — [977, 108, 1139, 129]
namibia-para: দলটির কোচ বলেন, আমাদের ছেলেরা নির্ভার হয়ে খেলছে। প্রতিটি ম্যাচ থেকে তারা শিখছে। — [766, 1315, 909, 1336]
khaled-para: সুজন বলেন, নারী ক্রিকেটারদের জন্য আরও বেশি ম্যাচ খেলার সুযোগ তৈরি করতে হবে। ঘরোয়া কাঠামো শক্তিশালী করা জরুরি। — [160, 1041, 298, 1075]
lead-para: আগামী ম্যাচগুলোতে ঘুরে দাঁড়াতে হলে ওপেনিং জুটিকে দায়িত্ব নিতে হবে। নতুন বল সামলে ইনিংস গড়ার কাজটি করতে পারলে মিডল অর্ডার স্বাধীনভাবে খেলতে পারবে। পাশাপাশি ফিনিশারের ভূমিকায় কাউকে দাঁড়াতে হবে বলেও মত বিশ্লেষকদের। — [169, 669, 307, 738]
lead-para: সামনে আরও কঠিন প্রতিপক্ষ। সেমিফাইনালের স্বপ্ন টিকিয়ে রাখতে হলে প্রতিটি ম্যাচেই জিততে হবে। এ অবস্থায় ব্যাটিং অর্ডারে পরিবর্তন আনা হতে পারে বলে ইঙ্গিত দিয়েছে টিম ম্যানেজমেন্ট। — [315, 518, 453, 575]
section-title: খেলার খবর — [625, 24, 784, 61]
football-icon — [826, 1505, 848, 1528]
afghan-para: গ্রুপ টু-তে শীর্ষে থাকা পাকিস্তান জিতলে সেমিফাইনাল প্রায় নিশ্চিত করে ফেলবে। আর আফগানিস্তান জিতলে গ্রুপের সমীকরণ পাল্টে যাবে পুরোপুরি। — [766, 267, 909, 312]
photo-players-group — [23, 146, 452, 373]
jeffs-para: স্টাফ রিপোর্টার : বগুড়া জেলা ক্রীড়া সংস্থার আয়োজনে চলমান প্রথম বিভাগ ক্রিকেট লিগে জয় পেয়েছে জেফ্‌স টুর্স ও এজেআরএ স্পোর্টি ক্লাব। — [462, 1832, 563, 1890]
depay-para: আগামী সপ্তাহে চ্যাম্পিয়নস লিগের গুরুত্বপূর্ণ ম্যাচে মাঠে নামবে দুই দলই। সেখানে ঘুরে দাঁড়াতে চায় তারা। — [315, 2259, 453, 2292]
manchester-para: তিনি বলেন, আমরা অনেক সুযোগ তৈরি করেছি কিন্তু কাজে লাগাতে পারিনি। ফুটবলে এমন হয়। — [918, 424, 1092, 587]
dekock-headline-line2: ক্ষমা চাইলেন — [475, 1407, 549, 1424]
female-coach-headline-line3: পাওয়ায় সর্বনাশ — [41, 1633, 133, 1651]
bayern-headline-line2: নামাল মুনশেনগ্ল্যাডবাখ — [659, 1584, 821, 1606]
gym-firstday-headline-line2: উজবেক জিমন্যাস্টরা — [687, 1044, 837, 1066]
barca-para: রায়ো ভায়েকানোর কাছে হারের পরই কোম্যানকে ছাঁটাই করে কাতালান ক্লাবটি। লা লিগার পয়েন্ট তালিকায় নবম স্থানে রয়েছে বার্সা। — [22, 1398, 152, 1444]
divider — [22, 1271, 152, 1272]
right-top-para: স্পোর্টস ডেস্ক : চলমান টি-টোয়েন্টি বিশ্বকাপের ফাইনালে ভারত ও পাকিস্তানকে দেখতে চান পাকিস্তানের সাবেক স্পিনার সাকলাইন মুশতাক। তিনি মনে করেন, এমন একটি ফাইনাল হলে ক্রিকেটের জন্য তা হবে দারুণ বিজ্ঞাপন। — [918, 134, 1054, 204]
female-coach-para: উপজেলা ক্রীড়া সংস্থার পক্ষ থেকে তাদের সংবর্ধনা দেওয়া হয়েছে। আর্থিক সহযোগিতারও আশ্বাস দেওয়া হয়েছে। — [22, 1794, 152, 1827]
kabadi-para: অনুষ্ঠানে কাবাডি ফেডারেশনের কর্মকর্তারা উপস্থিত ছিলেন। তারা খেলাটির উন্নয়নে সরকারি পৃষ্ঠপোষকতার আহ্বান জানান। — [462, 1179, 608, 1212]
bayern-article — [570, 1385, 909, 2113]
depay-photo-figure — [302, 1953, 388, 2111]
right-top-para: সাকলাইন বলেন, দুই দলের খেলোয়াড়দের মধ্যে সম্পর্ক চমৎকার। মাঠের বাইরে তারা বন্ধু, মাঠে প্রতিদ্বন্দ্বী। এটাই ক্রিকেটের সৌন্দর্য। — [918, 313, 1054, 358]
gym-firstday-body — [615, 1071, 909, 1222]
right-top-para: দুই দল যদি ফাইনালে ওঠে, তবে তা হবে ক্রিকেট ইতিহাসের অন্যতম স্মরণীয় ম্যাচ। বিশ্বজুড়ে কোটি কোটি দর্শক সেই ম্যাচ দেখবেন বলে আশা প্রকাশ করেন তিনি। — [1063, 237, 1199, 282]
namibia-para: নামিবিয়া প্রথমবারের মতো বিশ্বকাপের সুপার টুয়েলভে খেলছে। ক্রিকেট বিশ্বে তারা ইতোমধ্যে প্রশংসা কুড়িয়েছে। — [766, 1275, 909, 1309]
gym-coach-para: স্পোর্টস রিপোর্টার : মাত্র ১৪ জন জিমন্যাস্ট নিয়ে জাতীয় দলের অনুশীলন শুরু করেছেন নতুন বিদেশি কোচ। খেলোয়াড় সংকট থাকলেও প্রস্তুতিতে ঘাটতি রাখতে চান না তিনি। — [462, 690, 563, 759]
manchester-headline — [918, 375, 1199, 418]
